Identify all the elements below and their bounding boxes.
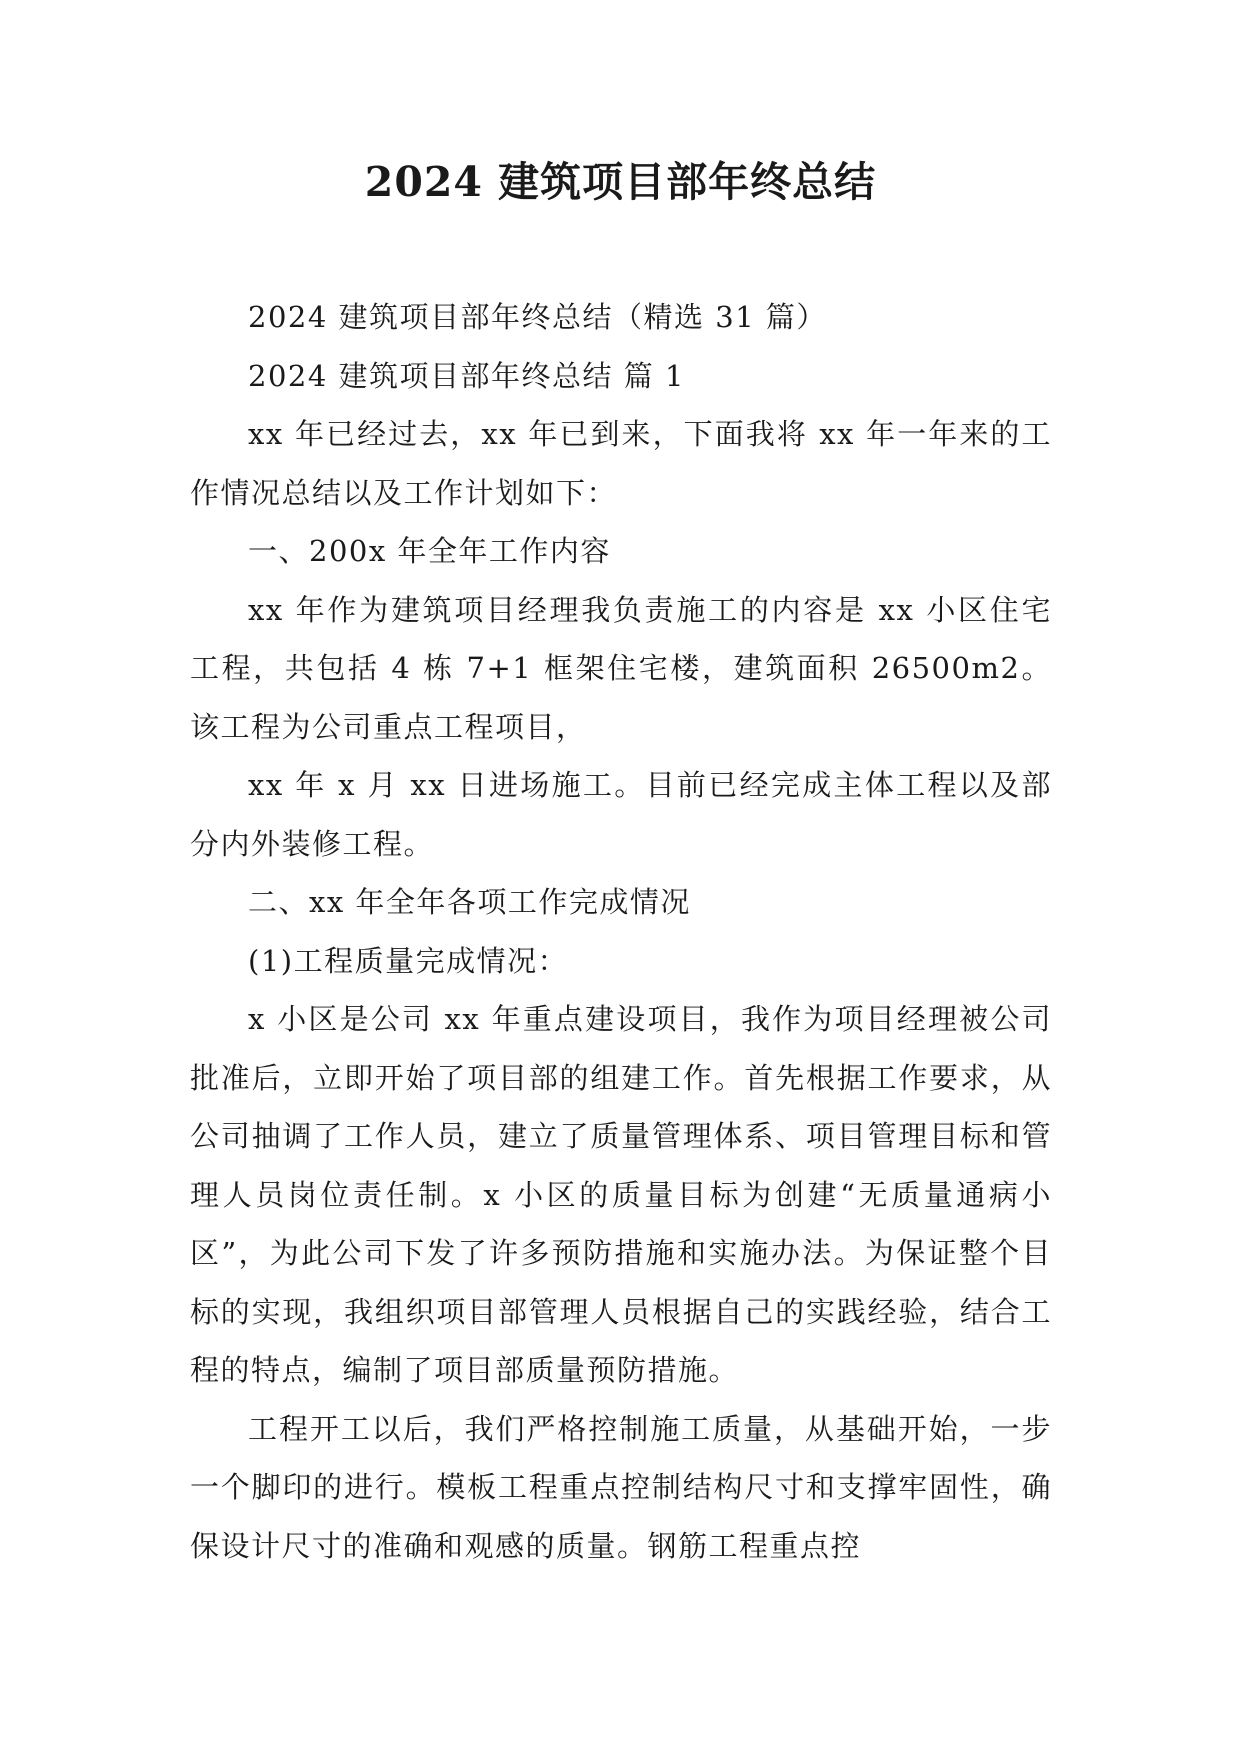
document-body bbox=[190, 288, 1052, 1575]
paragraph-subtitle: 2024 建筑项目部年终总结（精选 31 篇） bbox=[248, 300, 827, 334]
paragraph-intro: xx 年已经过去，xx 年已到来，下面我将 xx 年一年来的工作情况总结以及工作计划如下： bbox=[190, 417, 1052, 510]
paragraph-progress: xx 年 x 月 xx 日进场施工。目前已经完成主体工程以及部分内外装修工程。 bbox=[190, 768, 1052, 861]
paragraph-section-heading: 2024 建筑项目部年终总结 篇 1 bbox=[248, 358, 685, 393]
document-title: 2024 建筑项目部年终总结 bbox=[364, 158, 877, 206]
paragraph-quality-system: x 小区是公司 xx 年重点建设项目，我作为项目经理被公司批准后，立即开始了项目部的组建工作。首先根据工作要求，从公司抽调了工作人员，建立了质量管理体系、项目管理目标和管理人员岗位责任制。x 小区的质量目标为创建“无质量通病小区”，为此公司下发了许多预防措施和实施办法。为保证整个目标的实现，我组织项目部管理人员根据自己的实践经验，结合工程的特点，编制了项目部质量预防措施。 bbox=[190, 1002, 1052, 1387]
paragraph-heading-one: 一、200x 年全年工作内容 bbox=[248, 534, 611, 568]
paragraph-subheading-quality: (1)工程质量完成情况： bbox=[248, 943, 569, 978]
paragraph-construction-control: 工程开工以后，我们严格控制施工质量，从基础开始，一步一个脚印的进行。模板工程重点控制结构尺寸和支撑牢固性，确保设计尺寸的准确和观感的质量。钢筋工程重点控 bbox=[190, 1411, 1052, 1563]
paragraph-heading-two: 二、xx 年全年各项工作完成情况 bbox=[248, 885, 691, 919]
paragraph-project-scope: xx 年作为建筑项目经理我负责施工的内容是 xx 小区住宅工程，共包括 4 栋 7+1 框架住宅楼，建筑面积 26500m2。该工程为公司重点工程项目， bbox=[190, 592, 1052, 744]
